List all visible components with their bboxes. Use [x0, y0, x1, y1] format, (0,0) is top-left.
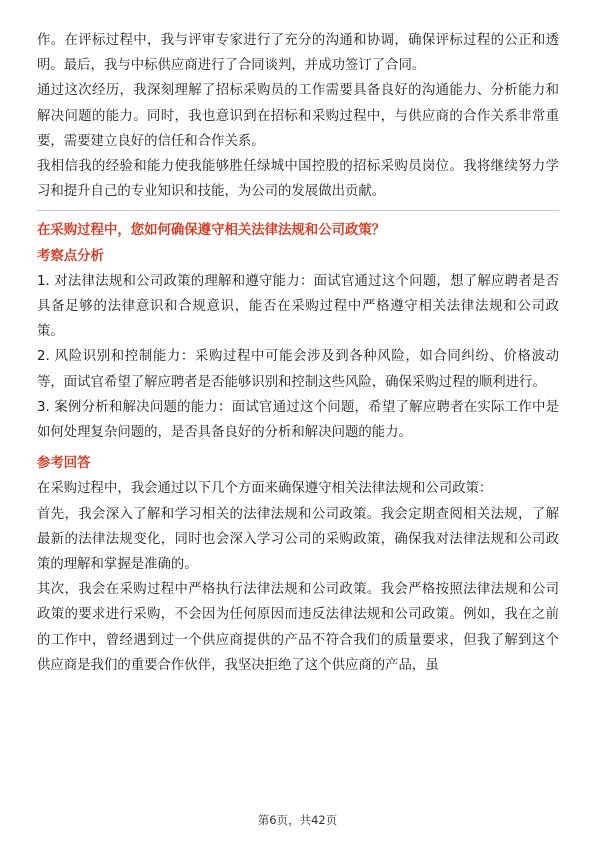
answer-paragraph-1: 在采购过程中，我会通过以下几个方面来确保遵守相关法律法规和公司政策：: [37, 481, 493, 497]
intro-paragraph-3: 我相信我的经验和能力使我能够胜任绿城中国控股的招标采购员岗位。我将继续努力学习和提升自己的专业知识和技能，为公司的发展做出贡献。: [37, 159, 559, 200]
answer-title: 参考回答: [37, 456, 91, 472]
question-heading: 在采购过程中，您如何确保遵守相关法律法规和公司政策？: [37, 223, 386, 239]
intro-paragraph-1: 作。在评标过程中，我与评审专家进行了充分的沟通和协调，确保评标过程的公正和透明。最后，我与中标供应商进行了合同谈判，并成功签订了合同。: [37, 33, 559, 74]
answer-paragraph-2: 首先，我会深入了解和学习相关的法律法规和公司政策。我会定期查阅相关法规，了解最新的法律法规变化，同时也会深入学习公司的采购政策，确保我对法律法规和公司政策的理解和掌握是准确的。: [37, 506, 559, 573]
analysis-title: 考察点分析: [37, 248, 104, 264]
analysis-item-3: 3. 案例分析和解决问题的能力：面试官通过这个问题，希望了解应聘者在实际工作中是如何处理复杂问题的，是否具备良好的分析和解决问题的能力。: [37, 399, 559, 441]
document-page: [37, 28, 559, 678]
analysis-item-2: 2. 风险识别和控制能力：采购过程中可能会涉及到各种风险，如合同纠纷、价格波动等，面试官希望了解应聘者是否能够识别和控制这些风险，确保采购过程的顺利进行。: [37, 349, 559, 390]
section-divider: [37, 210, 559, 211]
page-footer: 第6页，共42页: [257, 813, 338, 827]
intro-paragraph-2: 通过这次经历，我深刻理解了招标采购员的工作需要具备良好的沟通能力、分析能力和解决问题的能力。同时，我也意识到在招标和采购过程中，与供应商的合作关系非常重要，需要建立良好的信任和合作关系。: [37, 83, 559, 149]
answer-paragraph-3: 其次，我会在采购过程中严格执行法律法规和公司政策。我会严格按照法律法规和公司政策的要求进行采购，不会因为任何原因而违反法律法规和公司政策。例如，我在之前的工作中，曾经遇到过一个供应商提供的产品不符合我们的质量要求，但我了解到这个供应商是我们的重要合作伙伴，我坚决拒绝了这个供应商的产品，虽: [37, 582, 559, 673]
analysis-item-1: 1. 对法律法规和公司政策的理解和遵守能力：面试官通过这个问题，想了解应聘者是否具备足够的法律意识和合规意识，能否在采购过程中严格遵守相关法律法规和公司政策。: [37, 273, 559, 340]
